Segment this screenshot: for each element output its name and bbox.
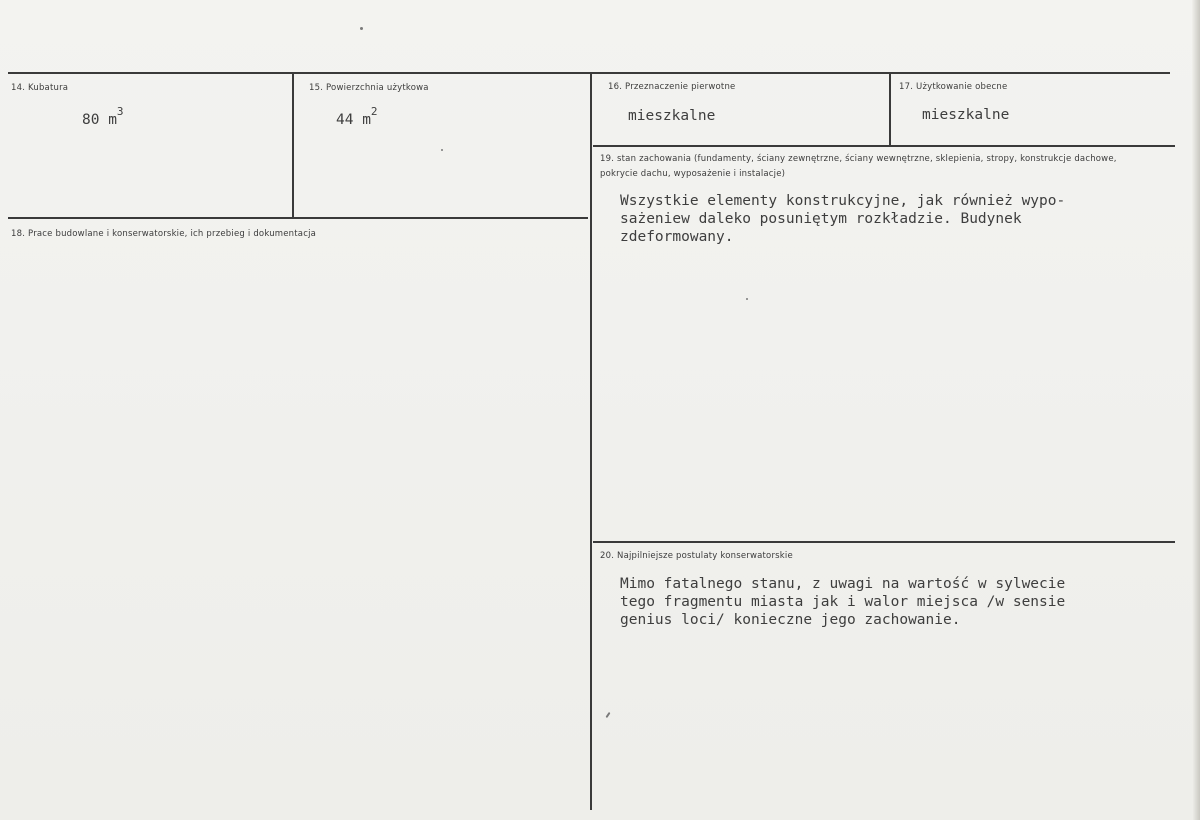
rule-below-16-17 xyxy=(593,145,1175,147)
postulate-line-2: tego fragmentu miasta jak i walor miejsca /w sensie xyxy=(620,594,1066,610)
card-edge xyxy=(1192,0,1200,820)
condition-line-1: Wszystkie elementy konstrukcyjne, jak również wypo- xyxy=(620,193,1066,209)
vertical-14-15 xyxy=(292,74,294,218)
paper-speck xyxy=(605,712,610,718)
rule-below-14-15 xyxy=(8,217,588,219)
field-14-label: 14. Kubatura xyxy=(11,83,69,93)
field-18-label: 18. Prace budowlane i konserwatorskie, ich przebieg i dokumentacja xyxy=(11,229,317,239)
field-15-value xyxy=(336,105,378,128)
field-16-value: mieszkalne xyxy=(628,108,716,124)
condition-line-2: sażeniew daleko posuniętym rozkładzie. Budynek xyxy=(620,211,1022,227)
field-16-label: 16. Przeznaczenie pierwotne xyxy=(608,82,736,92)
usable-area-exponent: 2 xyxy=(370,105,378,118)
usable-area-value: 44 m xyxy=(336,111,371,128)
field-19-label: 19. stan zachowania (fundamenty, ściany zewnętrzne, ściany wewnętrzne, sklepienia, stropy, konstrukcje dachowe, pokrycie dachu, wyposażenie i instalacje) xyxy=(600,154,1117,179)
paper-speck xyxy=(360,27,363,30)
paper-speck xyxy=(746,298,748,300)
rule-above-20 xyxy=(593,541,1175,543)
field-15-label: 15. Powierzchnia użytkowa xyxy=(309,83,429,93)
postulate-line-3: genius loci/ konieczne jego zachowanie. xyxy=(620,612,961,628)
field-17-label: 17. Użytkowanie obecne xyxy=(899,82,1008,92)
cubature-exponent: 3 xyxy=(116,105,124,118)
field-14-value xyxy=(82,105,124,128)
condition-line-3: zdeformowany. xyxy=(620,229,734,245)
cubature-value: 80 m xyxy=(82,111,117,128)
postulate-line-1: Mimo fatalnego stanu, z uwagi na wartość w sylwecie xyxy=(620,576,1066,592)
top-rule xyxy=(8,72,1170,74)
vertical-16-17 xyxy=(889,74,891,146)
vertical-main xyxy=(590,74,592,810)
paper-speck xyxy=(441,149,443,151)
field-20-label: 20. Najpilniejsze postulaty konserwatorskie xyxy=(600,551,793,561)
field-17-value: mieszkalne xyxy=(922,107,1010,123)
